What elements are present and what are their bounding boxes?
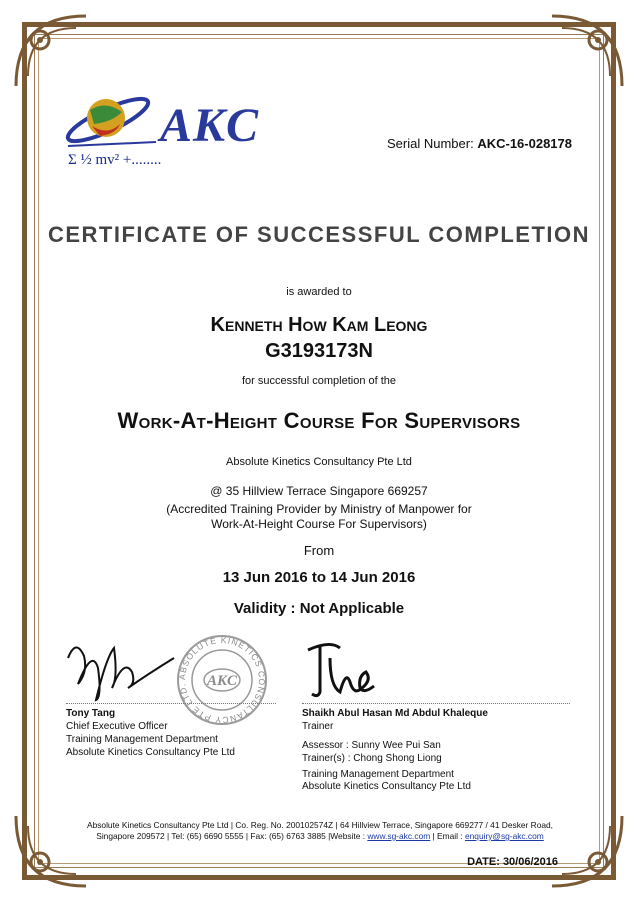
signatory-right-name: Shaikh Abul Hasan Md Abdul Khaleque — [302, 708, 488, 719]
footer-line-1: Absolute Kinetics Consultancy Pte Ltd | Co. Reg. No. 200102574Z | 64 Hillview Terrace, Singapore 669277 / 41 Desker Road, — [86, 820, 554, 830]
stamp-center-text: AKC — [206, 673, 238, 689]
signature-line-right — [302, 703, 570, 704]
ornament-corner-top-right — [542, 6, 632, 96]
signature-right — [300, 636, 380, 702]
from-label: From — [303, 543, 335, 558]
signatory-right-department — [302, 769, 471, 793]
footer-line-2-prefix: Singapore 209572 | Tel: (65) 6690 5555 | Fax: (65) 6763 3885 |Website : — [96, 831, 368, 841]
accreditation-note — [0, 502, 638, 532]
validity: Validity : Not Applicable — [233, 600, 405, 617]
logo-formula: Σ ½ mv² +........ — [68, 152, 162, 168]
certificate-title: CERTIFICATE OF SUCCESSFUL COMPLETION — [47, 222, 591, 247]
signatory-left-dept: Training Management Department — [66, 734, 218, 745]
serial-label: Serial Number: — [387, 136, 474, 151]
signatory-left-block — [66, 707, 235, 759]
serial-value: AKC-16-028178 — [477, 136, 572, 151]
course-dates: 13 Jun 2016 to 14 Jun 2016 — [222, 569, 416, 586]
trainers-line: Trainer(s) : Chong Shong Liong — [302, 753, 442, 764]
awarded-text: is awarded to — [286, 286, 352, 298]
assessor-line: Assessor : Sunny Wee Pui San — [302, 740, 441, 751]
accreditation-line-1: (Accredited Training Provider by Ministry of Manpower for — [166, 502, 472, 516]
ornament-corner-top-left — [6, 6, 96, 96]
signatory-left-name: Tony Tang — [66, 708, 116, 719]
footer-contact — [60, 820, 580, 842]
signature-line-left — [66, 703, 276, 704]
signatory-right-company: Absolute Kinetics Consultancy Pte Ltd — [302, 781, 471, 792]
provider-address: @ 35 Hillview Terrace Singapore 669257 — [210, 484, 428, 498]
provider-name: Absolute Kinetics Consultancy Pte Ltd — [226, 456, 412, 468]
signatory-right-block — [302, 707, 488, 765]
email-link[interactable]: enquiry@sg-akc.com — [464, 831, 544, 841]
recipient-name: Kenneth How Kam Leong — [210, 314, 428, 336]
signature-left — [62, 628, 182, 704]
website-link[interactable]: www.sg-akc.com — [367, 831, 431, 841]
footer-line-2 — [60, 831, 580, 842]
signatory-right-role: Trainer — [302, 721, 334, 732]
issue-date: DATE: 30/06/2016 — [467, 856, 558, 868]
email-label: | Email : — [430, 831, 465, 841]
course-name: Work-At-Height Course For Supervisors — [117, 408, 521, 433]
signatory-right-dept: Training Management Department — [302, 769, 454, 780]
signatory-left-role: Chief Executive Officer — [66, 721, 168, 732]
akc-logo-text: AKC — [160, 99, 260, 152]
serial-number — [387, 136, 572, 151]
recipient-id: G3193173N — [265, 340, 373, 362]
accreditation-line-2: Work-At-Height Course For Supervisors) — [211, 517, 427, 531]
signatory-left-company: Absolute Kinetics Consultancy Pte Ltd — [66, 747, 235, 758]
stamp-ring-text: ABSOLUTE KINETICS CONSULTANCY PTE LTD. — [176, 634, 268, 726]
completion-text: for successful completion of the — [241, 375, 397, 387]
